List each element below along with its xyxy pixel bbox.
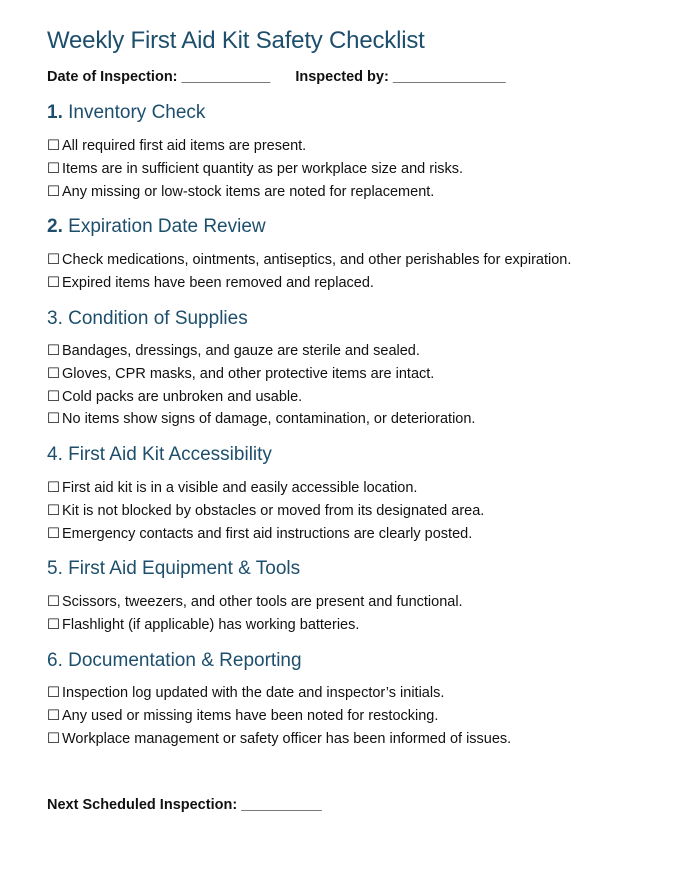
section-accessibility-items: [47, 477, 484, 545]
section-expiration-review-title: [47, 216, 266, 238]
checklist-item[interactable]: [47, 614, 463, 637]
next-inspection: [47, 797, 322, 813]
section-equipment-tools-title: [47, 558, 300, 580]
inspection-meta: [47, 69, 506, 85]
section-documentation-items: [47, 682, 511, 750]
inspector-blank[interactable]: ______________: [392, 69, 506, 85]
checklist-item[interactable]: [47, 591, 463, 614]
checklist-item-text: Inspection log updated with the date and inspector’s initials.: [62, 685, 445, 701]
section-title-text: Documentation & Reporting: [68, 650, 302, 671]
checklist-item-text: Workplace management or safety officer has been informed of issues.: [62, 730, 512, 747]
section-inventory-check-items: [47, 135, 463, 203]
checkbox-icon[interactable]: ☐: [47, 685, 60, 701]
checkbox-icon[interactable]: ☐: [47, 274, 60, 291]
checkbox-icon[interactable]: ☐: [47, 480, 60, 496]
checklist-item[interactable]: [47, 340, 475, 363]
checklist-item-text: Bandages, dressings, and gauze are sterile and sealed.: [62, 343, 420, 359]
checklist-item-text: Check medications, ointments, antiseptics, and other perishables for expiration.: [62, 252, 572, 268]
checkbox-icon[interactable]: ☐: [47, 252, 60, 268]
checklist-item-text: Items are in sufficient quantity as per workplace size and risks.: [62, 160, 464, 177]
checkbox-icon[interactable]: ☐: [47, 138, 60, 154]
section-number: 3.: [47, 308, 63, 329]
section-title-text: First Aid Kit Accessibility: [68, 444, 272, 465]
checkbox-icon[interactable]: ☐: [47, 730, 60, 747]
checklist-item-text: All required first aid items are present.: [62, 138, 307, 154]
next-inspection-label: Next Scheduled Inspection:: [47, 797, 238, 813]
checklist-item-text: Any missing or low-stock items are noted for replacement.: [62, 183, 435, 200]
checklist-item-text: Emergency contacts and first aid instructions are clearly posted.: [62, 525, 473, 542]
checklist-item[interactable]: [47, 363, 475, 386]
checklist-item[interactable]: [47, 728, 511, 751]
checkbox-icon[interactable]: ☐: [47, 525, 60, 542]
section-equipment-tools-items: [47, 591, 463, 637]
checklist-item-text: Flashlight (if applicable) has working batteries.: [62, 616, 360, 633]
checkbox-icon[interactable]: ☐: [47, 411, 60, 428]
date-blank[interactable]: ___________: [181, 69, 271, 85]
page-title: Weekly First Aid Kit Safety Checklist: [47, 27, 425, 54]
section-number: 6.: [47, 650, 63, 671]
checkbox-icon[interactable]: ☐: [47, 365, 60, 382]
checklist-item[interactable]: [47, 386, 475, 409]
checklist-item[interactable]: [47, 705, 511, 728]
section-title-text: Expiration Date Review: [68, 216, 266, 237]
checklist-item-text: First aid kit is in a visible and easily accessible location.: [62, 480, 418, 496]
section-condition-supplies-title: [47, 308, 248, 330]
checklist-item[interactable]: [47, 158, 463, 181]
date-label: Date of Inspection:: [47, 69, 178, 85]
section-condition-supplies-items: [47, 340, 475, 431]
checklist-item[interactable]: [47, 682, 511, 705]
checklist-item-text: Expired items have been removed and replaced.: [62, 274, 374, 291]
section-documentation-title: [47, 650, 302, 672]
inspector-label: Inspected by:: [295, 69, 389, 85]
checkbox-icon[interactable]: ☐: [47, 388, 60, 405]
section-inventory-check-title: [47, 102, 205, 124]
section-number: 5.: [47, 558, 63, 579]
checklist-item[interactable]: [47, 135, 463, 158]
section-number: 1.: [47, 102, 63, 123]
section-title-text: Condition of Supplies: [68, 308, 248, 329]
checklist-item[interactable]: [47, 477, 484, 500]
checklist-item[interactable]: [47, 272, 571, 295]
checklist-item-text: Cold packs are unbroken and usable.: [62, 388, 303, 405]
checklist-item[interactable]: [47, 523, 484, 546]
checkbox-icon[interactable]: ☐: [47, 183, 60, 200]
checklist-item[interactable]: [47, 181, 463, 204]
section-title-text: First Aid Equipment & Tools: [68, 558, 301, 579]
section-accessibility-title: [47, 444, 272, 466]
checkbox-icon[interactable]: ☐: [47, 343, 60, 359]
section-title-text: Inventory Check: [68, 102, 206, 123]
checklist-item-text: Kit is not blocked by obstacles or moved from its designated area.: [62, 502, 485, 519]
checkbox-icon[interactable]: ☐: [47, 707, 60, 724]
checkbox-icon[interactable]: ☐: [47, 160, 60, 177]
checklist-item[interactable]: [47, 408, 475, 431]
checkbox-icon[interactable]: ☐: [47, 616, 60, 633]
section-expiration-review-items: [47, 249, 571, 295]
checklist-item-text: No items show signs of damage, contamination, or deterioration.: [62, 411, 476, 428]
checkbox-icon[interactable]: ☐: [47, 502, 60, 519]
next-inspection-blank[interactable]: __________: [241, 797, 322, 813]
checklist-item[interactable]: [47, 500, 484, 523]
section-number: 2.: [47, 216, 63, 237]
section-number: 4.: [47, 444, 63, 465]
checklist-item-text: Gloves, CPR masks, and other protective items are intact.: [62, 365, 435, 382]
checklist-item-text: Any used or missing items have been noted for restocking.: [62, 707, 439, 724]
checklist-item[interactable]: [47, 249, 571, 272]
checklist-item-text: Scissors, tweezers, and other tools are present and functional.: [62, 594, 463, 610]
checkbox-icon[interactable]: ☐: [47, 594, 60, 610]
